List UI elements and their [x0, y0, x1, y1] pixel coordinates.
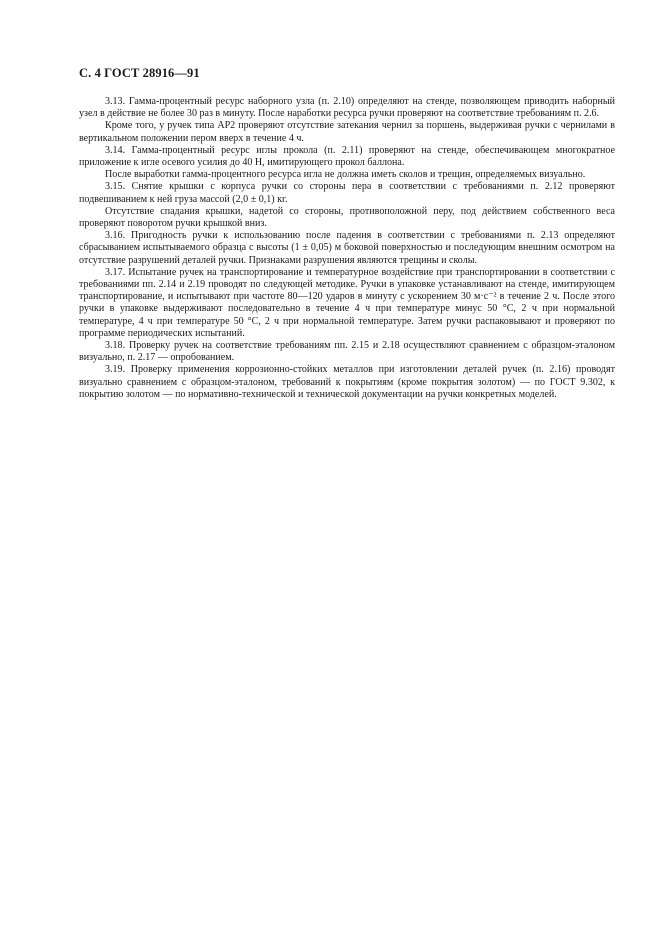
- paragraph-3-18: 3.18. Проверку ручек на соответствие требованиям пп. 2.15 и 2.18 осуществляют сравнением с образцом-эталоном визуально, п. 2.17 — опробованием.: [79, 340, 615, 364]
- document-body: [79, 96, 615, 401]
- paragraph-3-14-addendum: После выработки гамма-процентного ресурса игла не должна иметь сколов и трещин, определяемых визуально.: [105, 169, 586, 181]
- paragraph-3-15-addendum: Отсутствие спадания крышки, надетой со стороны, противоположной перу, под действием собственного веса проверяют поворотом ручки крышкой вниз.: [79, 205, 615, 230]
- paragraph-3-19: 3.19. Проверку применения коррозионно-стойких металлов при изготовлении деталей ручек (п. 2.16) проводят визуально сравнением с образцом-эталоном, требований к покрытиям (кроме покрытия золотом) — по ГОСТ 9.302, к покрытию золотом — по нормативно-технической и технической документации на ручки конкретных моделей.: [79, 364, 615, 400]
- paragraph-3-14: 3.14. Гамма-процентный ресурс иглы прокола (п. 2.11) проверяют на стенде, обеспечивающем многократное приложение к игле осевого усилия до 40 Н, имитирующего прокол баллона.: [79, 144, 615, 169]
- paragraph-3-15: 3.15. Снятие крышки с корпуса ручки со стороны пера в соответствии с требованиями п. 2.12 проверяют подвешиванием к ней груза массой (2,0 ± 0,1) кг.: [79, 181, 615, 205]
- paragraph-3-13: 3.13. Гамма-процентный ресурс наборного узла (п. 2.10) определяют на стенде, позволяющем приводить наборный узел в действие не более 30 раз в минуту. После наработки ресурса ручки проверяют на соответствие требованиям п. 2.6.: [79, 96, 615, 120]
- paragraph-3-17: 3.17. Испытание ручек на транспортирование и температурное воздействие при транспортировании в соответствии с требованиями пп. 2.14 и 2.19 проводят по следующей методике. Ручки в упаковке устанавливают на стенде, имитирующем транспортирование, и испытывают при частоте 80—120 ударов в минуту с ускорением 30 м·с⁻² в течение 2 ч. После этого ручки в упаковке выдерживают последовательно в течение 4 ч при температуре минус 50 °С, 2 ч при нормальной температуре, 4 ч при температуре 50 °С, 2 ч при нормальной температуре. Затем ручки распаковывают и проверяют по программе периодических испытаний.: [79, 266, 615, 339]
- page-header: С. 4 ГОСТ 28916—91: [79, 66, 200, 80]
- paragraph-3-13-addendum: Кроме того, у ручек типа АР2 проверяют отсутствие затекания чернил за поршень, выдерживая ручки с чернилами в вертикальном положении пером вверх в течение 4 ч.: [79, 120, 615, 144]
- paragraph-3-16: 3.16. Пригодность ручки к использованию после падения в соответствии с требованиями п. 2.13 определяют сбрасыванием испытываемого образца с высоты (1 ± 0,05) м боковой поверхностью и последующим внешним осмотром на отсутствие разрушений деталей ручки. Признаками разрушения являются трещины и сколы.: [79, 230, 615, 266]
